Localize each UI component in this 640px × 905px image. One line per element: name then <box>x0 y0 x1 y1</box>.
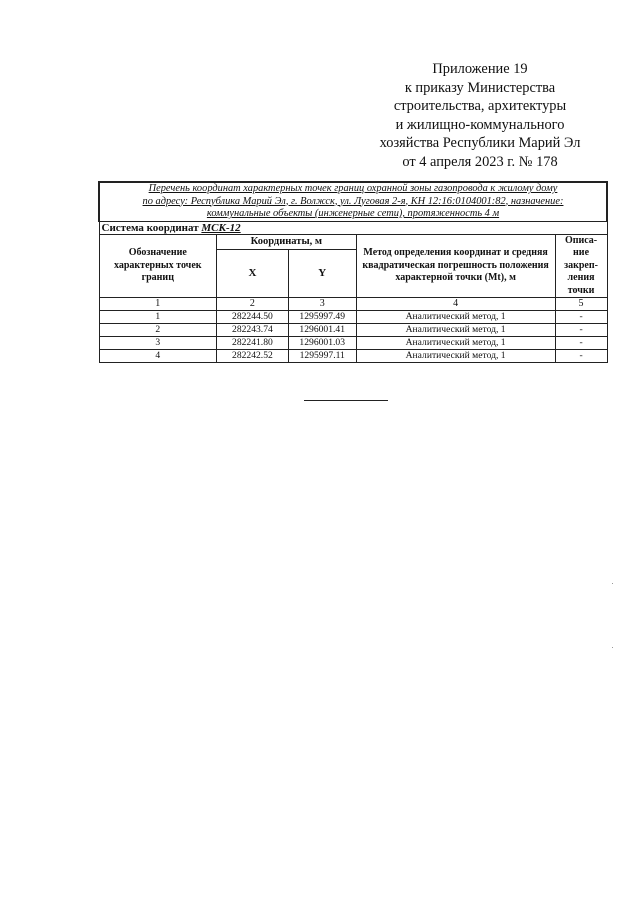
header-method: Метод определения координат и средняя квадратическая погрешность положения характерной точки (Mt), м <box>356 234 555 298</box>
cell-x: 282244.50 <box>217 311 289 324</box>
cell-description: - <box>555 324 607 337</box>
column-number: 3 <box>288 298 356 311</box>
cell-x: 282243.74 <box>217 324 289 337</box>
cell-description: - <box>555 337 607 350</box>
cell-method: Аналитический метод, 1 <box>356 311 555 324</box>
cell-x: 282241.80 <box>217 337 289 350</box>
cell-method: Аналитический метод, 1 <box>356 337 555 350</box>
cell-point: 3 <box>99 337 217 350</box>
cell-y: 1295997.11 <box>288 350 356 363</box>
end-divider <box>304 400 388 401</box>
cell-point: 2 <box>99 324 217 337</box>
header-point: Обозначение характерных точек границ <box>99 234 217 298</box>
appendix-line: к приказу Министерства <box>404 79 556 96</box>
coordinate-system-label: Система координат <box>101 221 199 234</box>
table-row <box>99 324 607 337</box>
appendix-header <box>360 60 600 171</box>
cell-method: Аналитический метод, 1 <box>356 350 555 363</box>
header-y: Y <box>288 249 356 297</box>
coordinate-system-name: МСК-12 <box>201 221 241 234</box>
cell-x: 282242.52 <box>217 350 289 363</box>
column-number: 2 <box>217 298 289 311</box>
table-row <box>99 311 607 324</box>
table-title <box>99 182 607 221</box>
header-description: Описа-ние закреп-ления точки <box>555 234 607 298</box>
coordinate-system <box>99 221 607 234</box>
appendix-line: и жилищно-коммунального <box>395 116 565 133</box>
cell-description: - <box>555 350 607 363</box>
scan-speck <box>612 583 613 584</box>
cell-description: - <box>555 311 607 324</box>
appendix-line: от 4 апреля 2023 г. № 178 <box>402 153 558 170</box>
column-number: 5 <box>555 298 607 311</box>
table-title-line: коммунальные объекты (инженерные сети), протяженность 4 м <box>206 208 500 219</box>
cell-y: 1296001.03 <box>288 337 356 350</box>
header-x: X <box>217 249 289 297</box>
cell-point: 4 <box>99 350 217 363</box>
table-title-line: Перечень координат характерных точек границ охранной зоны газопровода к жилому дому <box>148 183 558 194</box>
table-row <box>99 337 607 350</box>
cell-method: Аналитический метод, 1 <box>356 324 555 337</box>
scan-speck <box>612 647 613 648</box>
cell-y: 1295997.49 <box>288 311 356 324</box>
column-number: 1 <box>99 298 217 311</box>
column-number: 4 <box>356 298 555 311</box>
coordinates-table <box>98 181 608 363</box>
table-row <box>99 350 607 363</box>
table-title-line: по адресу: Республика Марий Эл, г. Волжск, ул. Луговая 2-я, КН 12:16:0104001:82, назначение: <box>142 195 564 207</box>
appendix-line: хозяйства Республики Марий Эл <box>379 135 581 151</box>
cell-y: 1296001.41 <box>288 324 356 337</box>
header-coords: Координаты, м <box>217 234 357 249</box>
appendix-line: Приложение 19 <box>432 61 528 77</box>
cell-point: 1 <box>99 311 217 324</box>
appendix-line: строительства, архитектуры <box>393 98 567 114</box>
